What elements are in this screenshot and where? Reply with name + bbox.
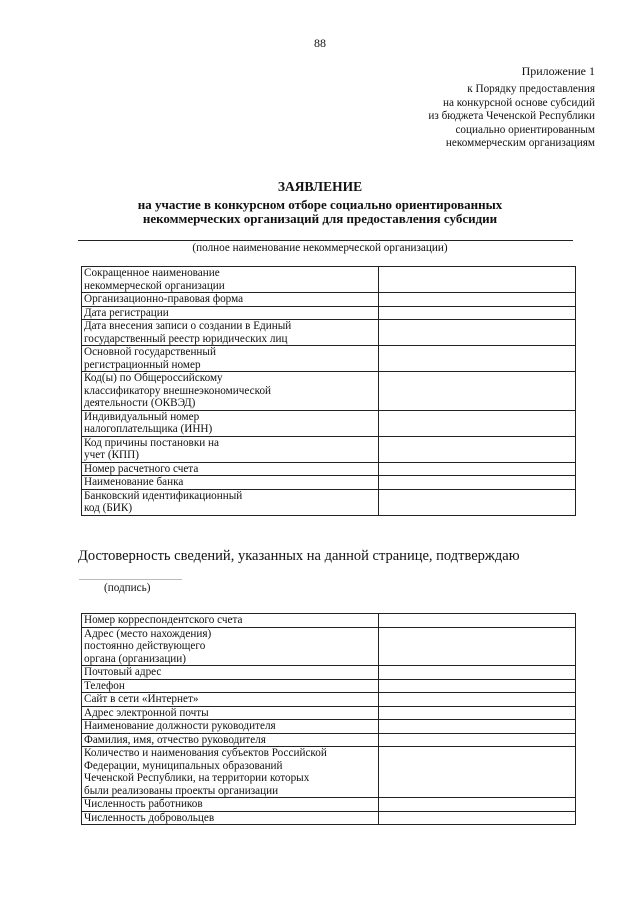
table-row <box>82 627 576 666</box>
table-row <box>82 462 576 476</box>
table-row <box>82 720 576 734</box>
table-row <box>82 267 576 293</box>
table-row <box>82 489 576 515</box>
field-label: Адрес электронной почты <box>82 706 379 720</box>
field-label: Фамилия, имя, отчество руководителя <box>82 733 379 747</box>
table-row <box>82 346 576 372</box>
appendix-line: на конкурсной основе субсидий <box>443 96 595 109</box>
page-number: 88 <box>314 36 326 50</box>
field-value[interactable] <box>379 679 576 693</box>
table-row <box>82 293 576 307</box>
table-row <box>82 679 576 693</box>
field-label: Дата регистрации <box>82 306 379 320</box>
signature-line <box>79 579 182 580</box>
table-row <box>82 666 576 680</box>
field-label: Телефон <box>82 679 379 693</box>
field-label: Организационно-правовая форма <box>82 293 379 307</box>
field-label: Сокращенное наименование некоммерческой организации <box>82 267 379 293</box>
field-value[interactable] <box>379 693 576 707</box>
table-row <box>82 706 576 720</box>
field-value[interactable] <box>379 811 576 825</box>
field-value[interactable] <box>379 706 576 720</box>
field-label: Индивидуальный номер налогоплательщика (ИНН) <box>82 410 379 436</box>
field-value[interactable] <box>379 293 576 307</box>
organization-contacts-table <box>81 613 576 825</box>
table-row <box>82 436 576 462</box>
table-row <box>82 811 576 825</box>
org-name-caption: (полное наименование некоммерческой организации) <box>192 242 448 254</box>
table-row <box>82 476 576 490</box>
field-value[interactable] <box>379 747 576 798</box>
organization-details-table <box>81 266 576 516</box>
field-label: Адрес (место нахождения) постоянно действующего органа (организации) <box>82 627 379 666</box>
field-value[interactable] <box>379 489 576 515</box>
appendix-line: социально ориентированным <box>455 123 595 136</box>
subtitle-line: некоммерческих организаций для предоставления субсидии <box>142 211 498 226</box>
field-value[interactable] <box>379 733 576 747</box>
table-row <box>82 614 576 628</box>
field-label: Численность добровольцев <box>82 811 379 825</box>
appendix-title: Приложение 1 <box>521 64 595 78</box>
document-subtitle <box>0 198 640 226</box>
appendix-line: из бюджета Чеченской Республики <box>428 110 595 122</box>
field-label: Количество и наименования субъектов Российской Федерации, муниципальных образований Чеченской Республики, на территории которых были реализованы проекты организации <box>82 747 379 798</box>
signature-caption: (подпись) <box>104 582 151 594</box>
field-value[interactable] <box>379 320 576 346</box>
field-label: Численность работников <box>82 798 379 812</box>
field-label: Код(ы) по Общероссийскому классификатору внешнеэкономической деятельности (ОКВЭД) <box>82 372 379 411</box>
field-value[interactable] <box>379 462 576 476</box>
field-value[interactable] <box>379 346 576 372</box>
field-value[interactable] <box>379 410 576 436</box>
field-value[interactable] <box>379 798 576 812</box>
field-label: Дата внесения записи о создании в Единый государственный реестр юридических лиц <box>82 320 379 346</box>
field-label: Номер корреспондентского счета <box>82 614 379 628</box>
field-value[interactable] <box>379 614 576 628</box>
appendix-line: некоммерческим организациям <box>445 137 595 149</box>
table-row <box>82 306 576 320</box>
subtitle-line: на участие в конкурсном отборе социально ориентированных <box>137 197 503 212</box>
field-value[interactable] <box>379 306 576 320</box>
field-label: Почтовый адрес <box>82 666 379 680</box>
org-name-fill-line <box>78 240 573 241</box>
table-row <box>82 320 576 346</box>
field-value[interactable] <box>379 720 576 734</box>
field-value[interactable] <box>379 627 576 666</box>
field-value[interactable] <box>379 476 576 490</box>
table-row <box>82 693 576 707</box>
field-label: Наименование должности руководителя <box>82 720 379 734</box>
document-title: ЗАЯВЛЕНИЕ <box>277 179 363 194</box>
field-label: Сайт в сети «Интернет» <box>82 693 379 707</box>
appendix-line: к Порядку предоставления <box>467 83 595 95</box>
field-label: Номер расчетного счета <box>82 462 379 476</box>
field-label: Основной государственный регистрационный номер <box>82 346 379 372</box>
field-label: Наименование банка <box>82 476 379 490</box>
field-value[interactable] <box>379 372 576 411</box>
confirmation-text: Достоверность сведений, указанных на данной странице, подтверждаю <box>78 548 520 564</box>
field-value[interactable] <box>379 267 576 293</box>
field-label: Банковский идентификационный код (БИК) <box>82 489 379 515</box>
table-row <box>82 372 576 411</box>
table-row <box>82 733 576 747</box>
field-value[interactable] <box>379 436 576 462</box>
appendix-reference <box>335 83 595 151</box>
table-row <box>82 747 576 798</box>
field-label: Код причины постановки на учет (КПП) <box>82 436 379 462</box>
table-row <box>82 410 576 436</box>
table-row <box>82 798 576 812</box>
field-value[interactable] <box>379 666 576 680</box>
